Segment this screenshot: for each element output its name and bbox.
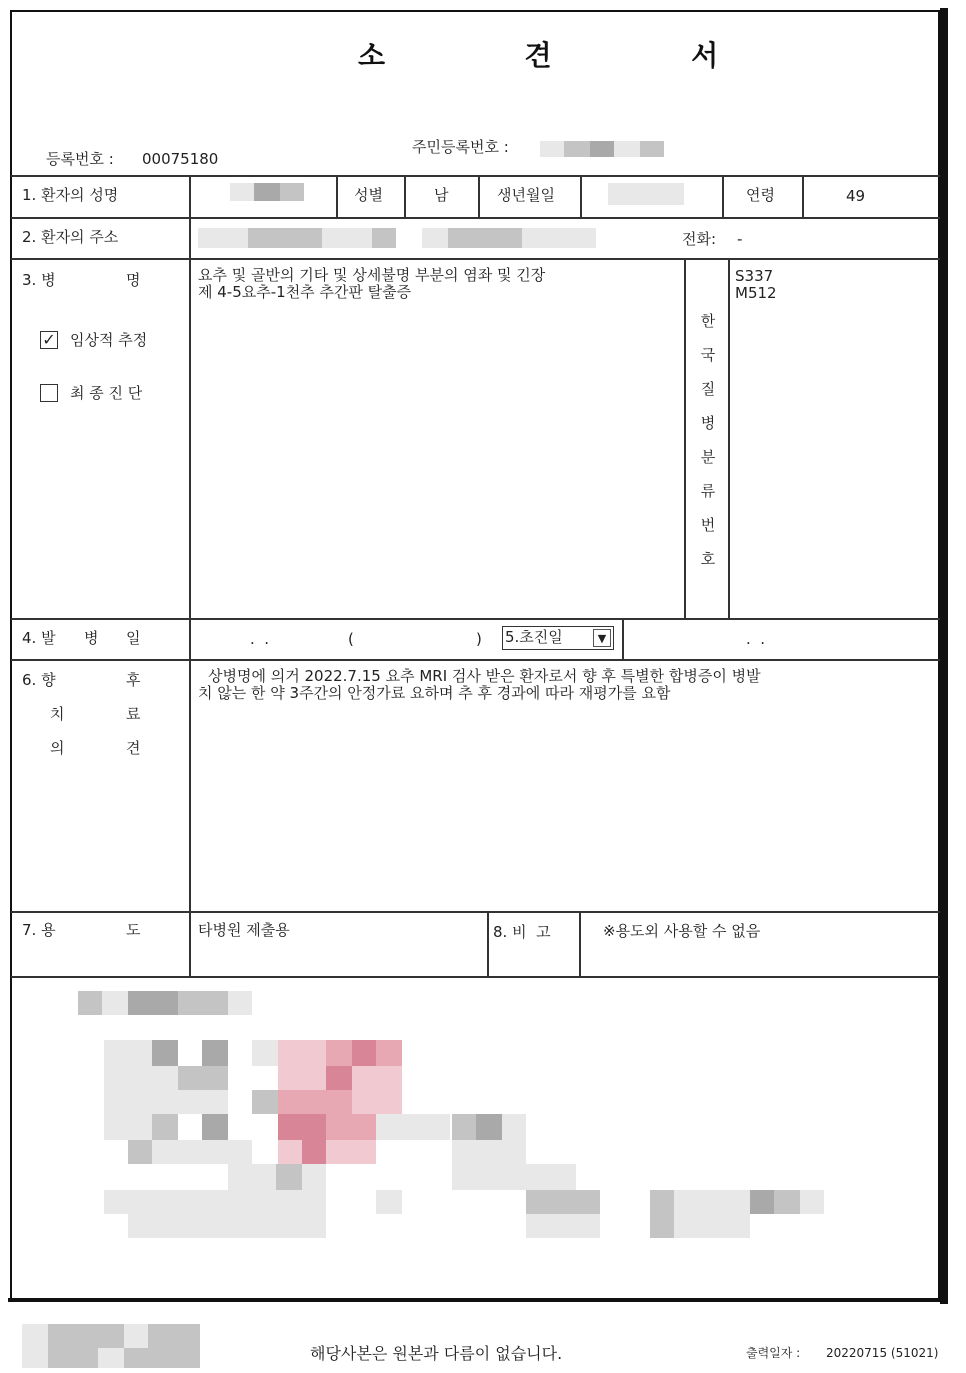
remark-value: ※용도외 사용할 수 없음 xyxy=(603,922,761,940)
date-type-select[interactable] xyxy=(502,626,614,650)
phone-label: 전화: xyxy=(682,230,717,248)
onset-date-dots: . . xyxy=(250,630,270,648)
registration-number: 00075180 xyxy=(142,150,219,168)
prognosis-label-c2: 견 xyxy=(126,739,141,757)
prognosis-label-b1: 치 xyxy=(50,705,65,723)
onset-date-label-mid: 병 xyxy=(84,629,99,647)
onset-paren-open: ( xyxy=(348,630,354,648)
disease-label-start: 3. 병 xyxy=(22,271,56,289)
disease-code-2: M512 xyxy=(735,284,777,302)
remark-label: 8. 비 고 xyxy=(493,923,551,941)
age-value: 49 xyxy=(846,187,866,205)
purpose-value: 타병원 제출용 xyxy=(198,921,290,939)
chevron-down-icon[interactable]: ▼ xyxy=(593,629,611,647)
disease-code-1: S337 xyxy=(735,267,774,285)
resident-id-label: 주민등록번호 : xyxy=(412,138,509,156)
opinion-line-2: 치 않는 한 약 3주간의 안정가료 요하며 추 후 경과에 따라 재평가를 요함 xyxy=(198,684,671,702)
document-title: 소 견 서 xyxy=(358,39,759,72)
frame-shadow-right xyxy=(940,8,948,1304)
final-diagnosis-checkbox[interactable] xyxy=(40,384,58,402)
phone-value: - xyxy=(737,230,743,248)
opinion-line-1: 상병명에 의거 2022.7.15 요추 MRI 검사 받은 환자로서 향 후 특별한 합병증이 병발 xyxy=(208,667,761,685)
age-label: 연령 xyxy=(746,186,775,204)
date-type-select-value: 5.초진일 xyxy=(505,628,563,646)
patient-address-label: 2. 환자의 주소 xyxy=(22,228,119,246)
prognosis-label-a1: 6. 향 xyxy=(22,671,56,689)
patient-name-label: 1. 환자의 성명 xyxy=(22,186,119,204)
purpose-label-end: 도 xyxy=(126,921,141,939)
disease-label-end: 명 xyxy=(126,271,141,289)
clinical-estimate-label: 임상적 추정 xyxy=(70,331,148,349)
prognosis-label-b2: 료 xyxy=(126,705,141,723)
onset-date-label-end: 일 xyxy=(126,629,141,647)
onset-paren-close: ) xyxy=(476,630,482,648)
onset-date-label-start: 4. 발 xyxy=(22,629,56,647)
sex-value: 남 xyxy=(434,186,449,204)
prognosis-label-c1: 의 xyxy=(50,739,65,757)
diagnosis-line-1: 요추 및 골반의 기타 및 상세불명 부분의 염좌 및 긴장 xyxy=(198,266,546,284)
registration-label: 등록번호 : xyxy=(46,150,114,168)
final-diagnosis-label: 최 종 진 단 xyxy=(70,384,143,402)
clinical-estimate-checkbox[interactable]: ✓ xyxy=(40,331,58,349)
birth-date-label: 생년월일 xyxy=(497,186,555,204)
prognosis-label-a2: 후 xyxy=(126,671,141,689)
sex-label: 성별 xyxy=(354,186,383,204)
copy-notice: 해당사본은 원본과 다름이 없습니다. xyxy=(310,1344,563,1363)
print-date-value: 20220715 (51021) xyxy=(826,1346,939,1360)
diagnosis-line-2: 제 4-5요추-1천추 추간판 탈출증 xyxy=(198,283,412,301)
print-date-label: 출력일자 : xyxy=(746,1346,801,1360)
first-visit-date-dots: . . xyxy=(746,630,766,648)
purpose-label-start: 7. 용 xyxy=(22,921,56,939)
